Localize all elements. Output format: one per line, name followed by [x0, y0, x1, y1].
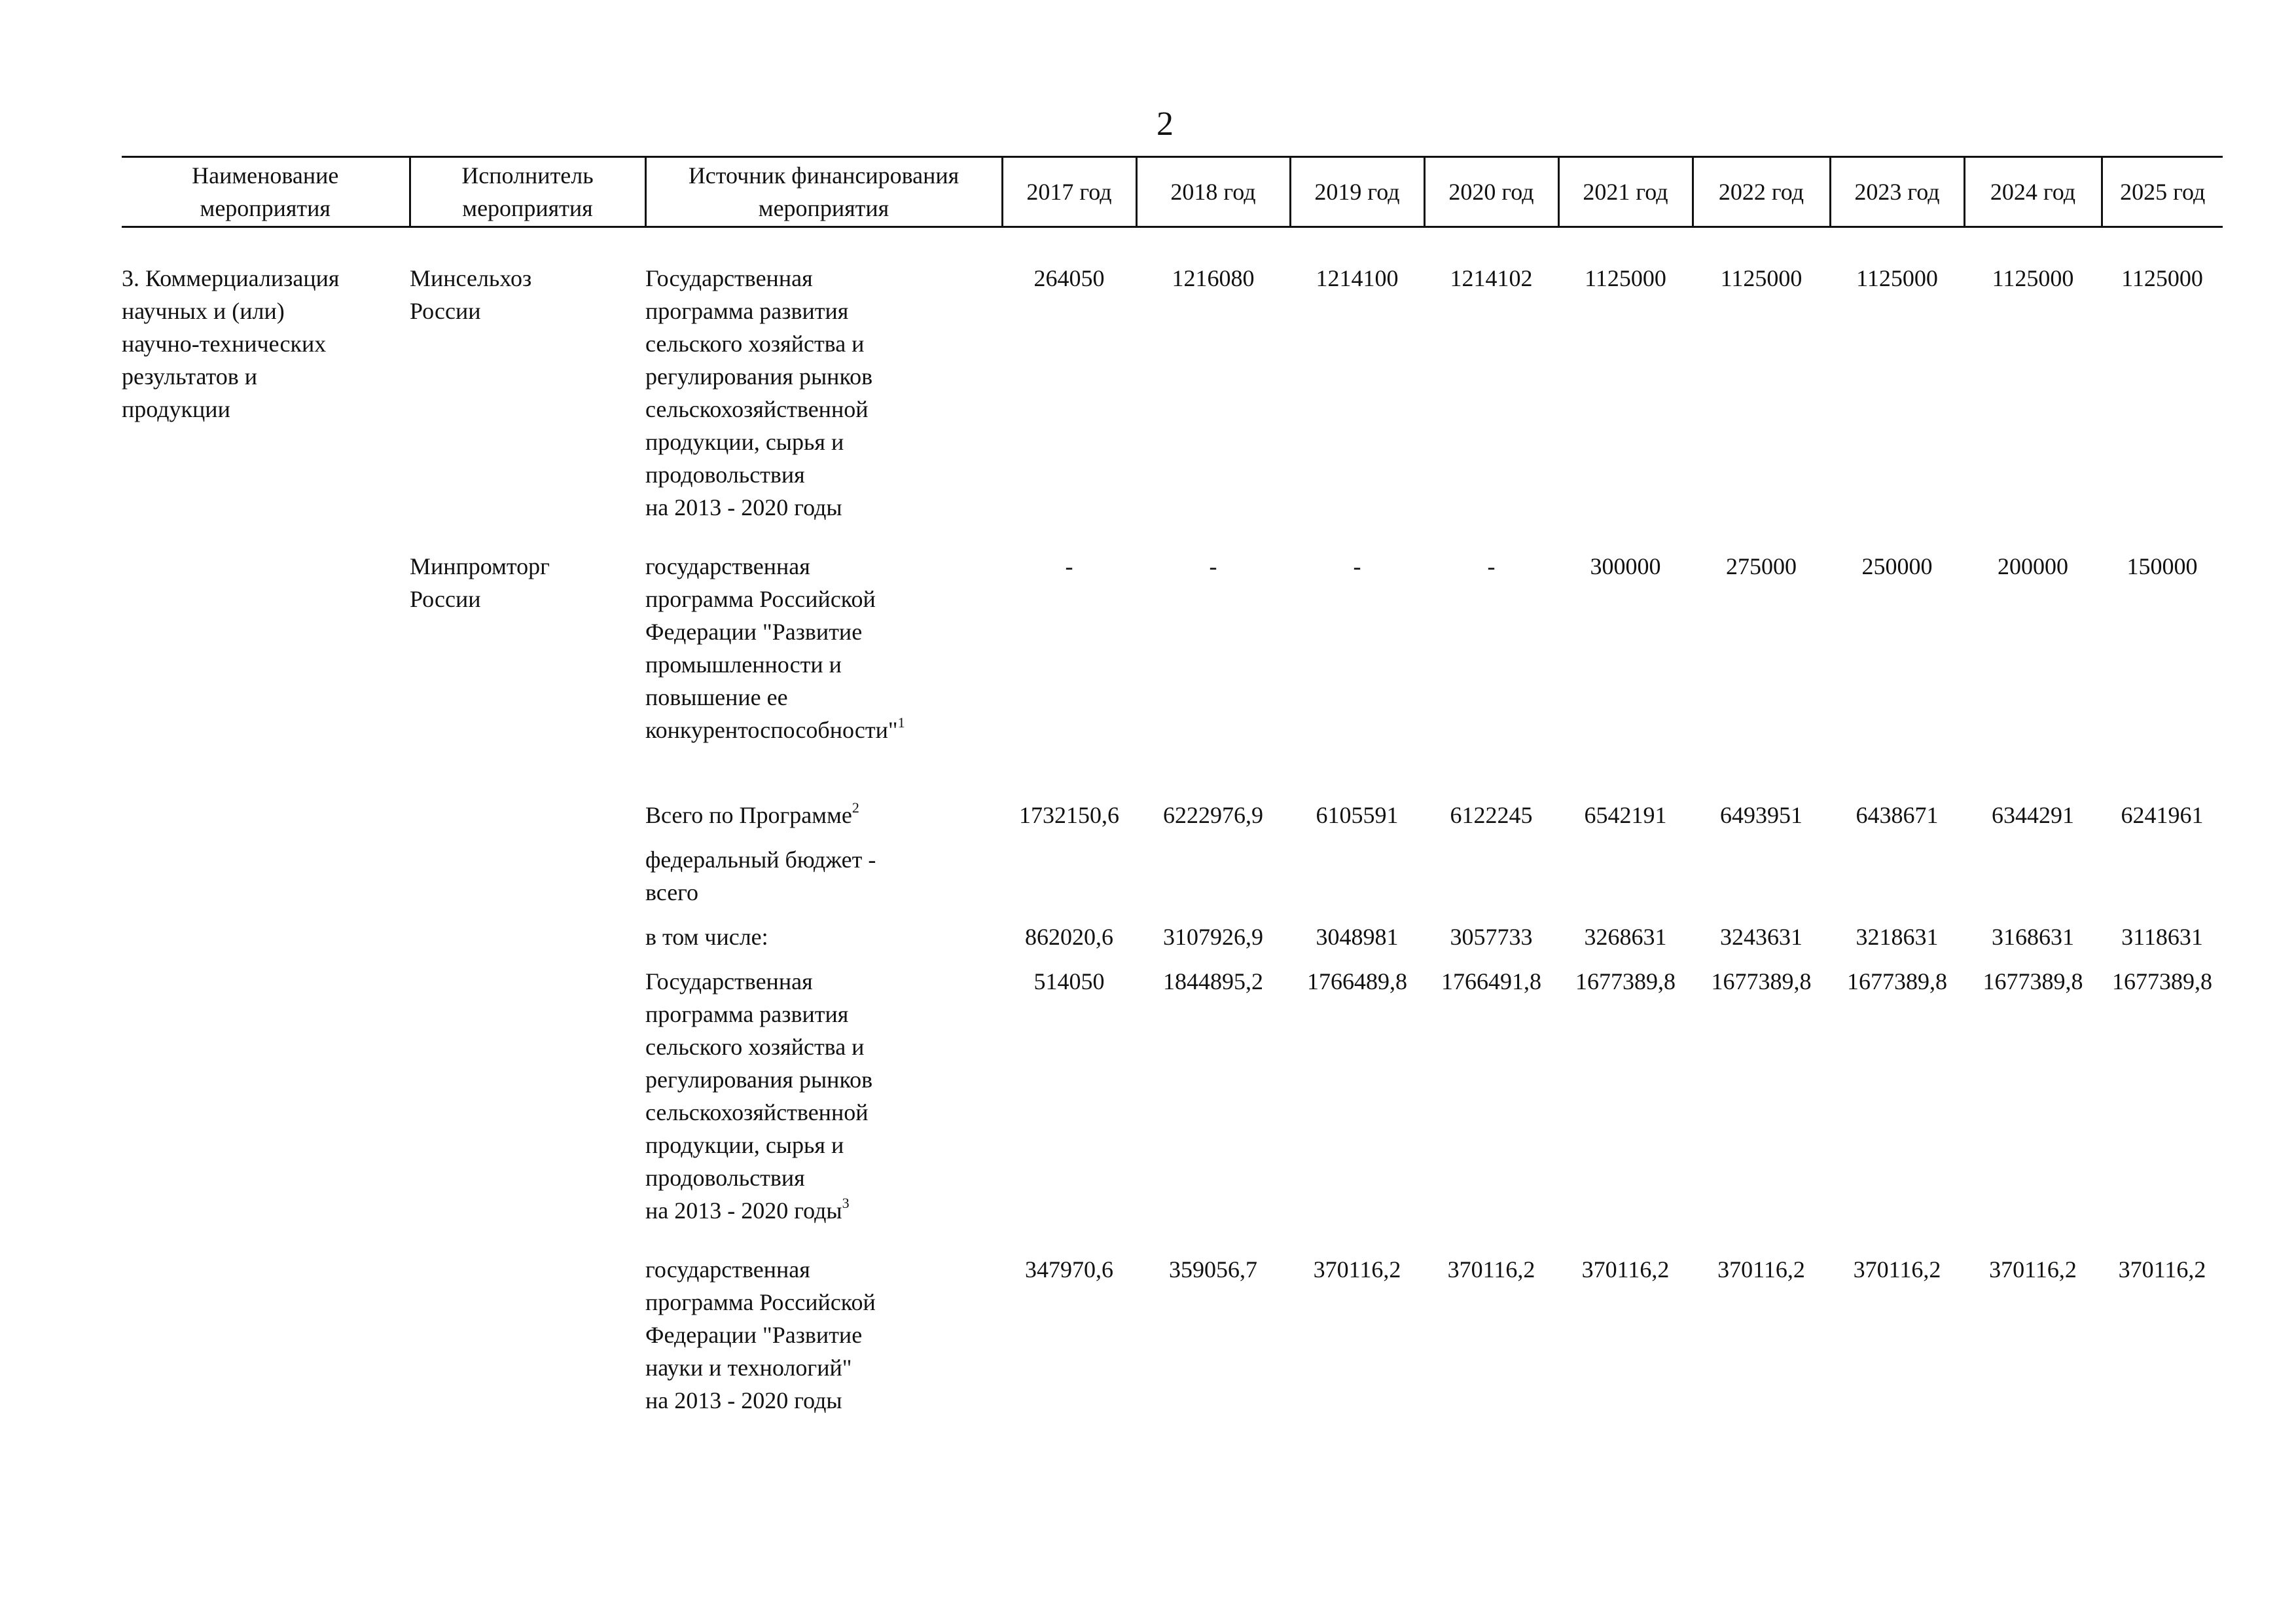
value-cell: 150000 — [2126, 553, 2198, 579]
value-cell: 6542191 — [1584, 802, 1667, 828]
including-row — [122, 921, 2223, 953]
value-cell: 264050 — [1033, 265, 1105, 291]
page-number: 2 — [1157, 105, 1174, 143]
header-funding-source: Источник финансирования мероприятия — [645, 157, 1002, 227]
funding-table — [122, 156, 2223, 1417]
header-year: 2018 год — [1136, 157, 1290, 227]
value-cell: - — [1487, 553, 1496, 579]
header-year: 2021 год — [1558, 157, 1693, 227]
value-cell: 250000 — [1861, 553, 1933, 579]
value-cell: 1214102 — [1450, 265, 1533, 291]
value-cell: 3218631 — [1856, 924, 1939, 950]
funding-source: Государственная программа развития сельского хозяйства и регулирования рынков сельскохозяйственной продукции, сырья и продовольствия на 2013 - 2020 годы$^3$ — [645, 968, 873, 1224]
header-executor: Исполнитель мероприятия — [410, 157, 645, 227]
value-cell: 370116,2 — [1717, 1256, 1805, 1283]
value-cell: 6241961 — [2121, 802, 2204, 828]
value-cell: 6344291 — [1992, 802, 2074, 828]
total-row — [122, 799, 2223, 831]
value-cell: 1677389,8 — [1847, 968, 1947, 994]
value-cell: 3107926,9 — [1163, 924, 1263, 950]
header-year: 2024 год — [1964, 157, 2102, 227]
value-cell: 1125000 — [2121, 265, 2203, 291]
value-cell: 3118631 — [2121, 924, 2203, 950]
funding-source: государственная программа Российской Федерации "Развитие науки и технологий" на 2013 - 2020 годы — [645, 1256, 876, 1413]
value-cell: 3048981 — [1316, 924, 1399, 950]
value-cell: 370116,2 — [1447, 1256, 1535, 1283]
value-cell: 1125000 — [1720, 265, 1803, 291]
value-cell: 1214100 — [1316, 265, 1399, 291]
event-name: 3. Коммерциализация научных и (или) научно-технических результатов и продукции — [122, 265, 340, 422]
including-label: в том числе: — [645, 924, 768, 950]
value-cell: 862020,6 — [1025, 924, 1113, 950]
total-label: Всего по Программе$^2$ — [645, 799, 859, 828]
value-cell: 347970,6 — [1025, 1256, 1113, 1283]
federal-budget-row — [122, 843, 2223, 909]
value-cell: 1125000 — [1992, 265, 2074, 291]
value-cell: 1677389,8 — [2112, 968, 2212, 994]
table-row — [122, 965, 2223, 1227]
value-cell: 370116,2 — [1313, 1256, 1401, 1283]
value-cell: - — [1353, 553, 1361, 579]
value-cell: 6222976,9 — [1163, 802, 1263, 828]
funding-source: Государственная программа развития сельского хозяйства и регулирования рынков сельскохозяйственной продукции, сырья и продовольствия на 2013 - 2020 годы — [645, 265, 873, 520]
value-cell: 1677389,8 — [1982, 968, 2083, 994]
value-cell: 370116,2 — [1581, 1256, 1670, 1283]
value-cell: 370116,2 — [1853, 1256, 1941, 1283]
footnote-mark: 1 — [897, 714, 905, 731]
header-year: 2017 год — [1002, 157, 1136, 227]
value-cell: - — [1209, 553, 1217, 579]
value-cell: 6105591 — [1316, 802, 1399, 828]
value-cell: 514050 — [1033, 968, 1105, 994]
footnote-mark: 3 — [842, 1195, 850, 1211]
value-cell: 1216080 — [1172, 265, 1255, 291]
federal-budget-label: федеральный бюджет - всего — [645, 847, 876, 905]
table-row — [122, 550, 2223, 746]
header-year: 2023 год — [1830, 157, 1964, 227]
header-year: 2022 год — [1693, 157, 1830, 227]
value-cell: 6122245 — [1450, 802, 1533, 828]
table-row — [122, 1253, 2223, 1417]
header-year: 2019 год — [1290, 157, 1424, 227]
value-cell: 275000 — [1726, 553, 1797, 579]
value-cell: 1766489,8 — [1307, 968, 1407, 994]
value-cell: 1677389,8 — [1575, 968, 1676, 994]
executor: Минсельхоз России — [410, 265, 532, 324]
header-year: 2025 год — [2102, 157, 2223, 227]
value-cell: 3168631 — [1992, 924, 2074, 950]
footnote-mark: 2 — [852, 799, 859, 816]
value-cell: - — [1065, 553, 1073, 579]
table-header-row — [122, 157, 2223, 227]
value-cell: 3057733 — [1450, 924, 1533, 950]
value-cell: 6493951 — [1720, 802, 1803, 828]
value-cell: 6438671 — [1856, 802, 1939, 828]
funding-source: государственная программа Российской Федерации "Развитие промышленности и повышение ее конкурентоспособности"$^1$ — [645, 553, 905, 743]
executor: Минпромторг России — [410, 553, 550, 612]
value-cell: 200000 — [1998, 553, 2068, 579]
value-cell: 300000 — [1590, 553, 1661, 579]
value-cell: 1766491,8 — [1441, 968, 1541, 994]
value-cell: 3268631 — [1584, 924, 1667, 950]
value-cell: 1732150,6 — [1019, 802, 1119, 828]
value-cell: 370116,2 — [1989, 1256, 2077, 1283]
value-cell: 3243631 — [1720, 924, 1803, 950]
table-row — [122, 262, 2223, 524]
value-cell: 1125000 — [1585, 265, 1666, 291]
header-event-name: Наименование мероприятия — [122, 157, 410, 227]
value-cell: 1677389,8 — [1711, 968, 1812, 994]
value-cell: 359056,7 — [1169, 1256, 1257, 1283]
header-year: 2020 год — [1424, 157, 1558, 227]
value-cell: 370116,2 — [2118, 1256, 2206, 1283]
value-cell: 1125000 — [1856, 265, 1938, 291]
value-cell: 1844895,2 — [1163, 968, 1263, 994]
